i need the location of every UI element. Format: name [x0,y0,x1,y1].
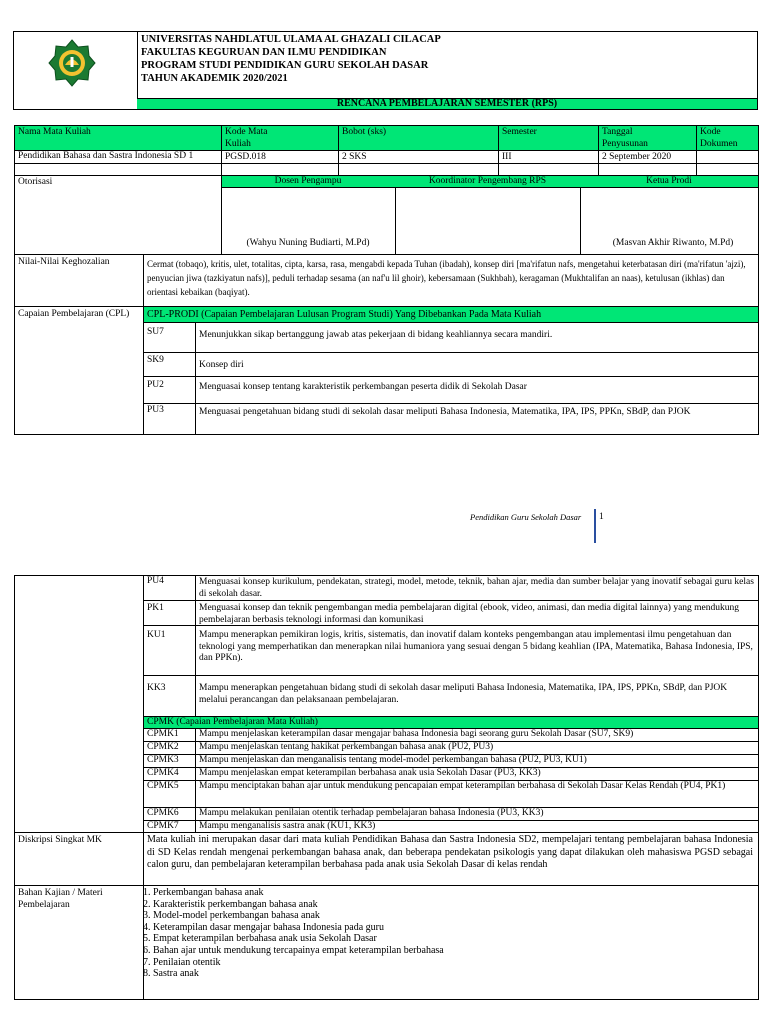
bahan-item: 5. Empat keterampilan berbahasa anak usia Sekolah Dasar [153,933,735,945]
role-dosen: Dosen Pengampu [274,176,342,186]
col-bobot: Bobot (sks) [342,127,387,137]
cpmk-code: CPMK4 [147,768,179,778]
header-line-2: FAKULTAS KEGURUAN DAN ILMU PENDIDIKAN [141,47,387,58]
val-kode: PGSD.018 [225,152,266,162]
bahan-label: Bahan Kajian / Materi Pembelajaran [18,888,103,910]
cpmk-code: CPMK6 [147,808,179,818]
bahan-item: 2. Karakteristik perkembangan bahasa anak [153,899,735,911]
cpmk-code: CPMK5 [147,781,179,791]
val-nama: Pendidikan Bahasa dan Sastra Indonesia SD 1 [18,151,194,161]
bahan-list [135,887,735,980]
col-semester: Semester [502,127,537,137]
cpl-code: PU3 [147,405,164,415]
cpl-text: Menguasai pengetahuan bidang studi di sekolah dasar meliputi Bahasa Indonesia, Matematika, IPA, IPS, PPKn, SBdP, dan PJOK [199,407,691,417]
bahan-item: 8. Sastra anak [153,968,735,980]
otorisasi-label: Otorisasi [18,177,53,187]
footer-text: Pendidikan Guru Sekolah Dasar [470,512,582,522]
col-tanggal: Tanggal Penyusunan [602,127,648,149]
header-line-3: PROGRAM STUDI PENDIDIKAN GURU SEKOLAH DASAR [141,60,429,71]
cpl-code: PU2 [147,380,164,390]
bahan-item: 7. Penilaian otentik [153,957,735,969]
cpl-code: SU7 [147,327,164,337]
col-nama: Nama Mata Kuliah [18,127,91,137]
cpl-code: PU4 [147,576,164,586]
cpl-code: KK3 [147,683,166,693]
cpmk-code: CPMK1 [147,729,179,739]
col-kode-dokumen: Kode Dokumen [700,127,738,149]
cpl-code: SK9 [147,355,164,365]
cpl-text: Mampu menerapkan pengetahuan bidang studi di sekolah dasar meliputi Bahasa Indonesia, Matematika, IPA, IPS, PPKn, SBdP, dan PJOK melalui perancangan dan pelaksanaan pembelajaran. [199,683,728,705]
cpl-text: Menguasai konsep tentang karakteristik perkembangan peserta didik di Sekolah Dasar [199,382,527,392]
cpl-text: Konsep diri [199,360,244,370]
cpl-text: Menunjukkan sikap bertanggung jawab atas pekerjaan di bidang keahliannya secara mandiri. [199,330,553,340]
deskripsi-label: Diskripsi Singkat MK [18,835,102,845]
cpmk-text: Mampu menjelaskan dan menganalisis tentang model-model perkembangan bahasa (PU2, PU3, KU1) [199,755,587,765]
col-kode: Kode Mata Kuliah [225,127,268,149]
val-tanggal: 2 September 2020 [602,152,672,162]
cpl-text: Menguasai konsep kurikulum, pendekatan, strategi, model, metode, teknik, bahan ajar, media dan sumber belajar yang inovatif sebagai guru kelas di sekolah dasar. [199,577,754,599]
cpl-text: Mampu menerapkan pemikiran logis, kritis, sistematis, dan inovatif dalam konteks pengembangan atau implementasi ilmu pengetahuan dan teknologi yang memperhatikan dan menerapkan nilai humaniora yang sesuai dengan 5 bidang keahlian (IPA, Matematika, Bahasa Indonesia, IPS, dan PPKn). [199,630,753,663]
cpmk-header: CPMK (Capaian Pembelajaran Mata Kuliah) [147,717,318,727]
nilai-label: Nilai-Nilai Keghozalian [18,257,110,267]
name-dosen: (Wahyu Nuning Budiarti, M.Pd) [246,238,370,248]
deskripsi-text: Mata kuliah ini merupakan dasar dari mata kuliah Pendidikan Bahasa dan Sastra Indonesia SD2, mempelajari tentang pembelajaran bahasa Indonesia di SD Kelas rendah mengenai perkembangan bahasa anak, dan beberapa pendekatan psikologis yang dapat dilakukan oleh mahasiswa PGSD sebagai calon guru, dan pembelajaran keterampilan berbahasa pada anak usia Sekolah Dasar di kelas rendah [147,834,753,870]
cpmk-text: Mampu menjelaskan tentang hakikat perkembangan bahasa anak (PU2, PU3) [199,742,494,752]
header-divider [137,31,138,99]
cpmk-code: CPMK7 [147,821,179,831]
bahan-item: 1. Perkembangan bahasa anak [153,887,735,899]
bahan-item: 4. Keterampilan dasar mengajar bahasa Indonesia pada guru [153,922,735,934]
role-koordinator: Koordinator Pengembang RPS [428,176,547,186]
cpmk-text: Mampu menciptakan bahan ajar untuk mendukung pencapaian empat keterampilan berbahasa di Sekolah Dasar Kelas Rendah (PU4, PK1) [199,781,726,791]
role-ketua: Ketua Prodi [646,176,692,186]
cpmk-code: CPMK3 [147,755,179,765]
cpmk-code: CPMK2 [147,742,179,752]
cpmk-text: Mampu melakukan penilaian otentik terhadap pembelajaran bahasa Indonesia (PU3, KK3) [199,808,544,818]
bahan-item: 3. Model-model perkembangan bahasa anak [153,910,735,922]
page-number: 1 [599,512,604,522]
bahan-item: 6. Bahan ajar untuk mendukung tercapainya empat keterampilan berbahasa [153,945,735,957]
university-logo [47,38,97,88]
cpl-header: CPL-PRODI (Capaian Pembelajaran Lulusan Program Studi) Yang Dibebankan Pada Mata Kuliah [147,309,542,320]
cpl-code: KU1 [147,630,166,640]
val-bobot: 2 SKS [342,152,367,162]
doc-title: RENCANA PEMBELAJARAN SEMESTER (RPS) [336,98,558,109]
name-ketua: (Masvan Akhir Riwanto, M.Pd) [612,238,734,248]
cpmk-text: Mampu menganalisis sastra anak (KU1, KK3) [199,821,376,831]
val-semester: III [502,152,512,162]
header-line-4: TAHUN AKADEMIK 2020/2021 [141,73,288,84]
cpmk-text: Mampu menjelaskan keterampilan dasar mengajar bahasa Indonesia bagi seorang guru Sekolah Dasar (SU7, SK9) [199,729,634,739]
cpl-code: PK1 [147,603,164,613]
nilai-text: Cermat (tobaqo), kritis, ulet, totalitas, cipta, karsa, rasa, mengabdi kepada Tuhan (ibadah), konsep diri [ma'rifatun nafs, mengetahui keterbatasan diri (ma'rifatun 'ajzi), penyucian jiwa (tazkiyatun nafs)], peduli terhadap sesama (an naf'u lil ghoir), kebersamaan (Sukhbah), keragaman (Mukhtalifan an naas), ketulusan (ikhlas) dan orientasi kebaikan (baqiyat). [147,259,746,297]
header-line-1: UNIVERSITAS NAHDLATUL ULAMA AL GHAZALI CILACAP [141,34,441,45]
footer-bar [594,509,596,543]
cpl-label: Capaian Pembelajaran (CPL) [18,309,130,319]
cpl-text: Menguasai konsep dan teknik pengembangan media pembelajaran digital (ebook, video, animasi, dan media digital lainnya) yang mendukung pembelajaran berbasis teknologi informasi dan komunikasi [199,603,740,625]
cpmk-text: Mampu menjelaskan empat keterampilan berbahasa anak usia Sekolah Dasar (PU3, KK3) [199,768,541,778]
